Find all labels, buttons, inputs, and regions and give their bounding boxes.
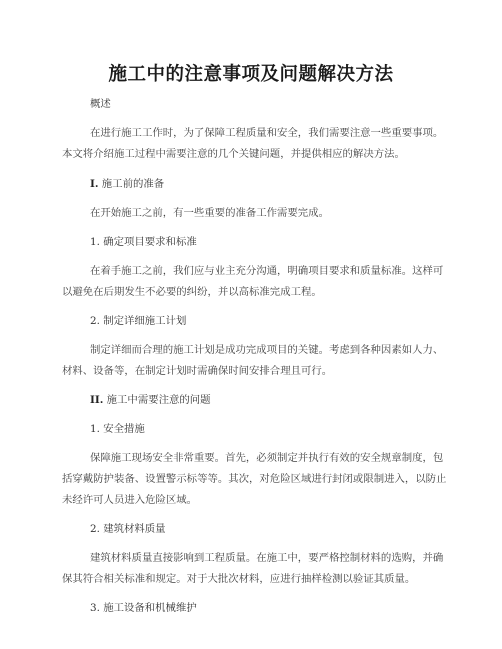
section-2-title: 施工中需要注意的问题 <box>106 394 211 406</box>
section-2-number: II. <box>90 394 104 406</box>
section-2-item-2-line-2: 保其符合相关标准和规定。对于大批次材料，应进行抽样检测以验证其质量。 <box>62 573 416 585</box>
section-2-item-1-line-3: 未经许可人员进入危险区域。 <box>62 494 198 506</box>
section-1-item-1-line-2: 以避免在后期发生不必要的纠纷，并以高标准完成工程。 <box>62 286 322 298</box>
section-2-item-1-line-2: 括穿戴防护装备、设置警示标等等。其次，对危险区域进行封闭或限制进入，以防止 <box>62 473 447 485</box>
document-title: 施工中的注意事项及问题解决方法 <box>108 64 394 85</box>
section-2-item-2-line-1: 建筑材料质量直接影响到工程质量。在施工中，要严格控制材料的选购，并确 <box>90 552 444 564</box>
section-1-item-2-heading: 2. 制定详细施工计划 <box>90 315 187 327</box>
overview-line-2: 本文将介绍施工过程中需要注意的几个关键问题，并提供相应的解决方法。 <box>62 148 405 160</box>
overview-heading: 概述 <box>90 98 111 110</box>
section-2-item-1-line-1: 保障施工现场安全非常重要。首先，必须制定并执行有效的安全规章制度，包 <box>90 452 444 464</box>
section-2-item-1-heading: 1. 安全措施 <box>90 423 145 435</box>
section-1-heading <box>90 177 164 191</box>
section-1-item-2-line-1: 制定详细而合理的施工计划是成功完成项目的关键。考虑到各种因素如人力、 <box>90 344 444 356</box>
section-2-heading <box>90 393 211 407</box>
section-2-item-2-heading: 2. 建筑材料质量 <box>90 523 166 535</box>
section-2-item-3-heading: 3. 施工设备和机械维护 <box>90 602 197 614</box>
section-1-title: 施工前的准备 <box>101 178 165 190</box>
section-1-intro: 在开始施工之前，有一些重要的准备工作需要完成。 <box>90 207 329 219</box>
section-1-item-1-line-1: 在着手施工之前，我们应与业主充分沟通，明确项目要求和质量标准。这样可 <box>90 265 444 277</box>
overview-line-1: 在进行施工工作时，为了保障工程质量和安全，我们需要注意一些重要事项。 <box>90 127 444 139</box>
section-1-number: I. <box>90 178 99 190</box>
section-1-item-2-line-2: 材料、设备等，在制定计划时需确保时间安排合理且可行。 <box>62 365 333 377</box>
section-1-item-1-heading: 1. 确定项目要求和标准 <box>90 236 197 248</box>
